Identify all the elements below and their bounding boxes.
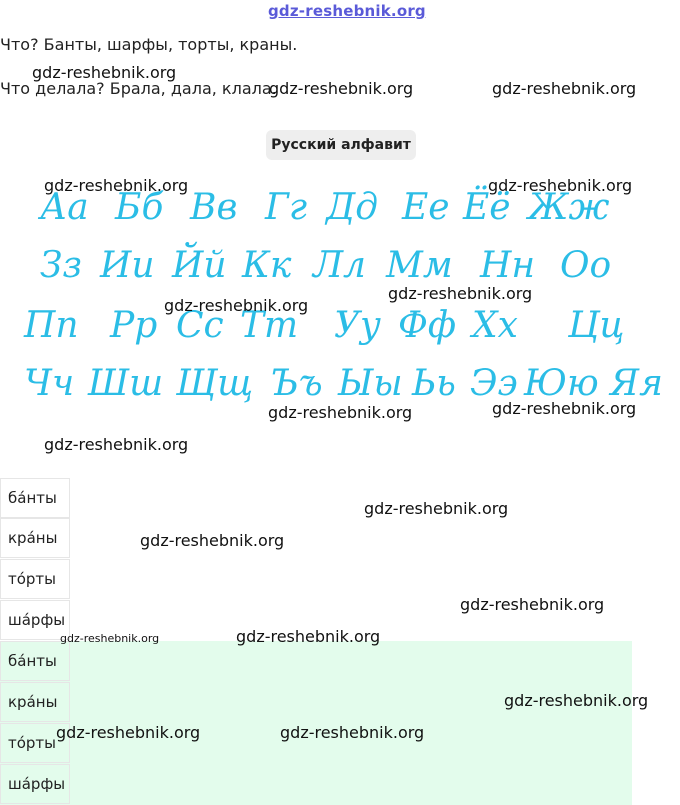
alphabet-letter-pair: Пп (24, 305, 79, 346)
alphabet-letter-pair: Хх (472, 305, 518, 346)
watermark: gdz-reshebnik.org (164, 296, 309, 315)
alphabet-letter-pair: Лл (313, 245, 366, 286)
alphabet-letter-pair: Щщ (176, 363, 254, 404)
watermark: gdz-reshebnik.org (504, 691, 649, 710)
watermark: gdz-reshebnik.org (364, 499, 509, 518)
alphabet-letter-pair: Мм (386, 245, 453, 286)
alphabet-letter-pair: Шш (88, 363, 164, 404)
alphabet-title: Русский алфавит (271, 137, 411, 153)
watermark: gdz-reshebnik.org (44, 176, 189, 195)
word-cell: ша́рфы (0, 600, 70, 640)
alphabet-letter-pair: Сс (176, 305, 224, 346)
watermark: gdz-reshebnik.org (492, 79, 637, 98)
alphabet-letter-pair: Уу (334, 305, 381, 346)
alphabet-letter-pair: Ьь (412, 363, 456, 404)
word-cell: ба́нты (0, 641, 70, 681)
alphabet-letter-pair: Тт (240, 305, 299, 346)
word-cell: то́рты (0, 559, 70, 599)
alphabet-letter-pair: Дд (326, 187, 379, 228)
alphabet-letter-pair: Гг (265, 187, 308, 228)
alphabet-letter-pair: Йй (172, 245, 227, 286)
watermark: gdz-reshebnik.org (388, 284, 533, 303)
word-cell: кра́ны (0, 518, 70, 558)
watermark: gdz-reshebnik.org (56, 723, 201, 742)
watermark: gdz-reshebnik.org (492, 399, 637, 418)
watermark: gdz-reshebnik.org (268, 403, 413, 422)
alphabet-letter-pair: Ии (100, 245, 155, 286)
watermark: gdz-reshebnik.org (280, 723, 425, 742)
alphabet-letter-pair: Кк (242, 245, 292, 286)
alphabet-letter-pair: Ёё (463, 187, 511, 228)
word-cell: кра́ны (0, 682, 70, 722)
word-cell: ба́нты (0, 478, 70, 518)
alphabet-letter-pair: Нн (480, 245, 536, 286)
question-did-line: Что делала? Брала, дала, клала. (0, 79, 277, 98)
watermark: gdz-reshebnik.org (32, 63, 177, 82)
watermark: gdz-reshebnik.org (269, 79, 414, 98)
alphabet-letter-pair: Оо (560, 245, 612, 286)
alphabet-letter-pair: Бб (115, 187, 164, 228)
alphabet-letter-pair: Зз (40, 245, 83, 286)
watermark-top[interactable]: gdz-reshebnik.org (268, 2, 426, 20)
alphabet-letter-pair: Ъъ (270, 363, 323, 404)
word-cell: ша́рфы (0, 764, 70, 804)
alphabet-letter-pair: Фф (398, 305, 457, 346)
question-what-line: Что? Банты, шарфы, торты, краны. (0, 35, 298, 54)
watermark: gdz-reshebnik.org (488, 176, 633, 195)
watermark: gdz-reshebnik.org (44, 435, 189, 454)
alphabet-letter-pair: Аа (40, 187, 89, 228)
alphabet-letter-pair: Жж (528, 187, 610, 228)
alphabet-letter-pair: Вв (190, 187, 238, 228)
watermark: gdz-reshebnik.org (460, 595, 605, 614)
alphabet-letter-pair: Цц (568, 305, 625, 346)
watermark: gdz-reshebnik.org (60, 632, 160, 645)
alphabet-letter-pair: Юю (524, 363, 599, 404)
alphabet-letter-pair: Рр (110, 305, 158, 346)
alphabet-letter-pair: Ее (402, 187, 450, 228)
watermark: gdz-reshebnik.org (140, 531, 285, 550)
watermark: gdz-reshebnik.org (236, 627, 381, 646)
alphabet-letter-pair: Ээ (470, 363, 518, 404)
alphabet-letter-pair: Ыы (338, 363, 403, 404)
word-cell: то́рты (0, 723, 70, 763)
alphabet-letter-pair: Яя (610, 363, 663, 404)
alphabet-title-badge (266, 130, 416, 160)
alphabet-letter-pair: Чч (24, 363, 75, 404)
